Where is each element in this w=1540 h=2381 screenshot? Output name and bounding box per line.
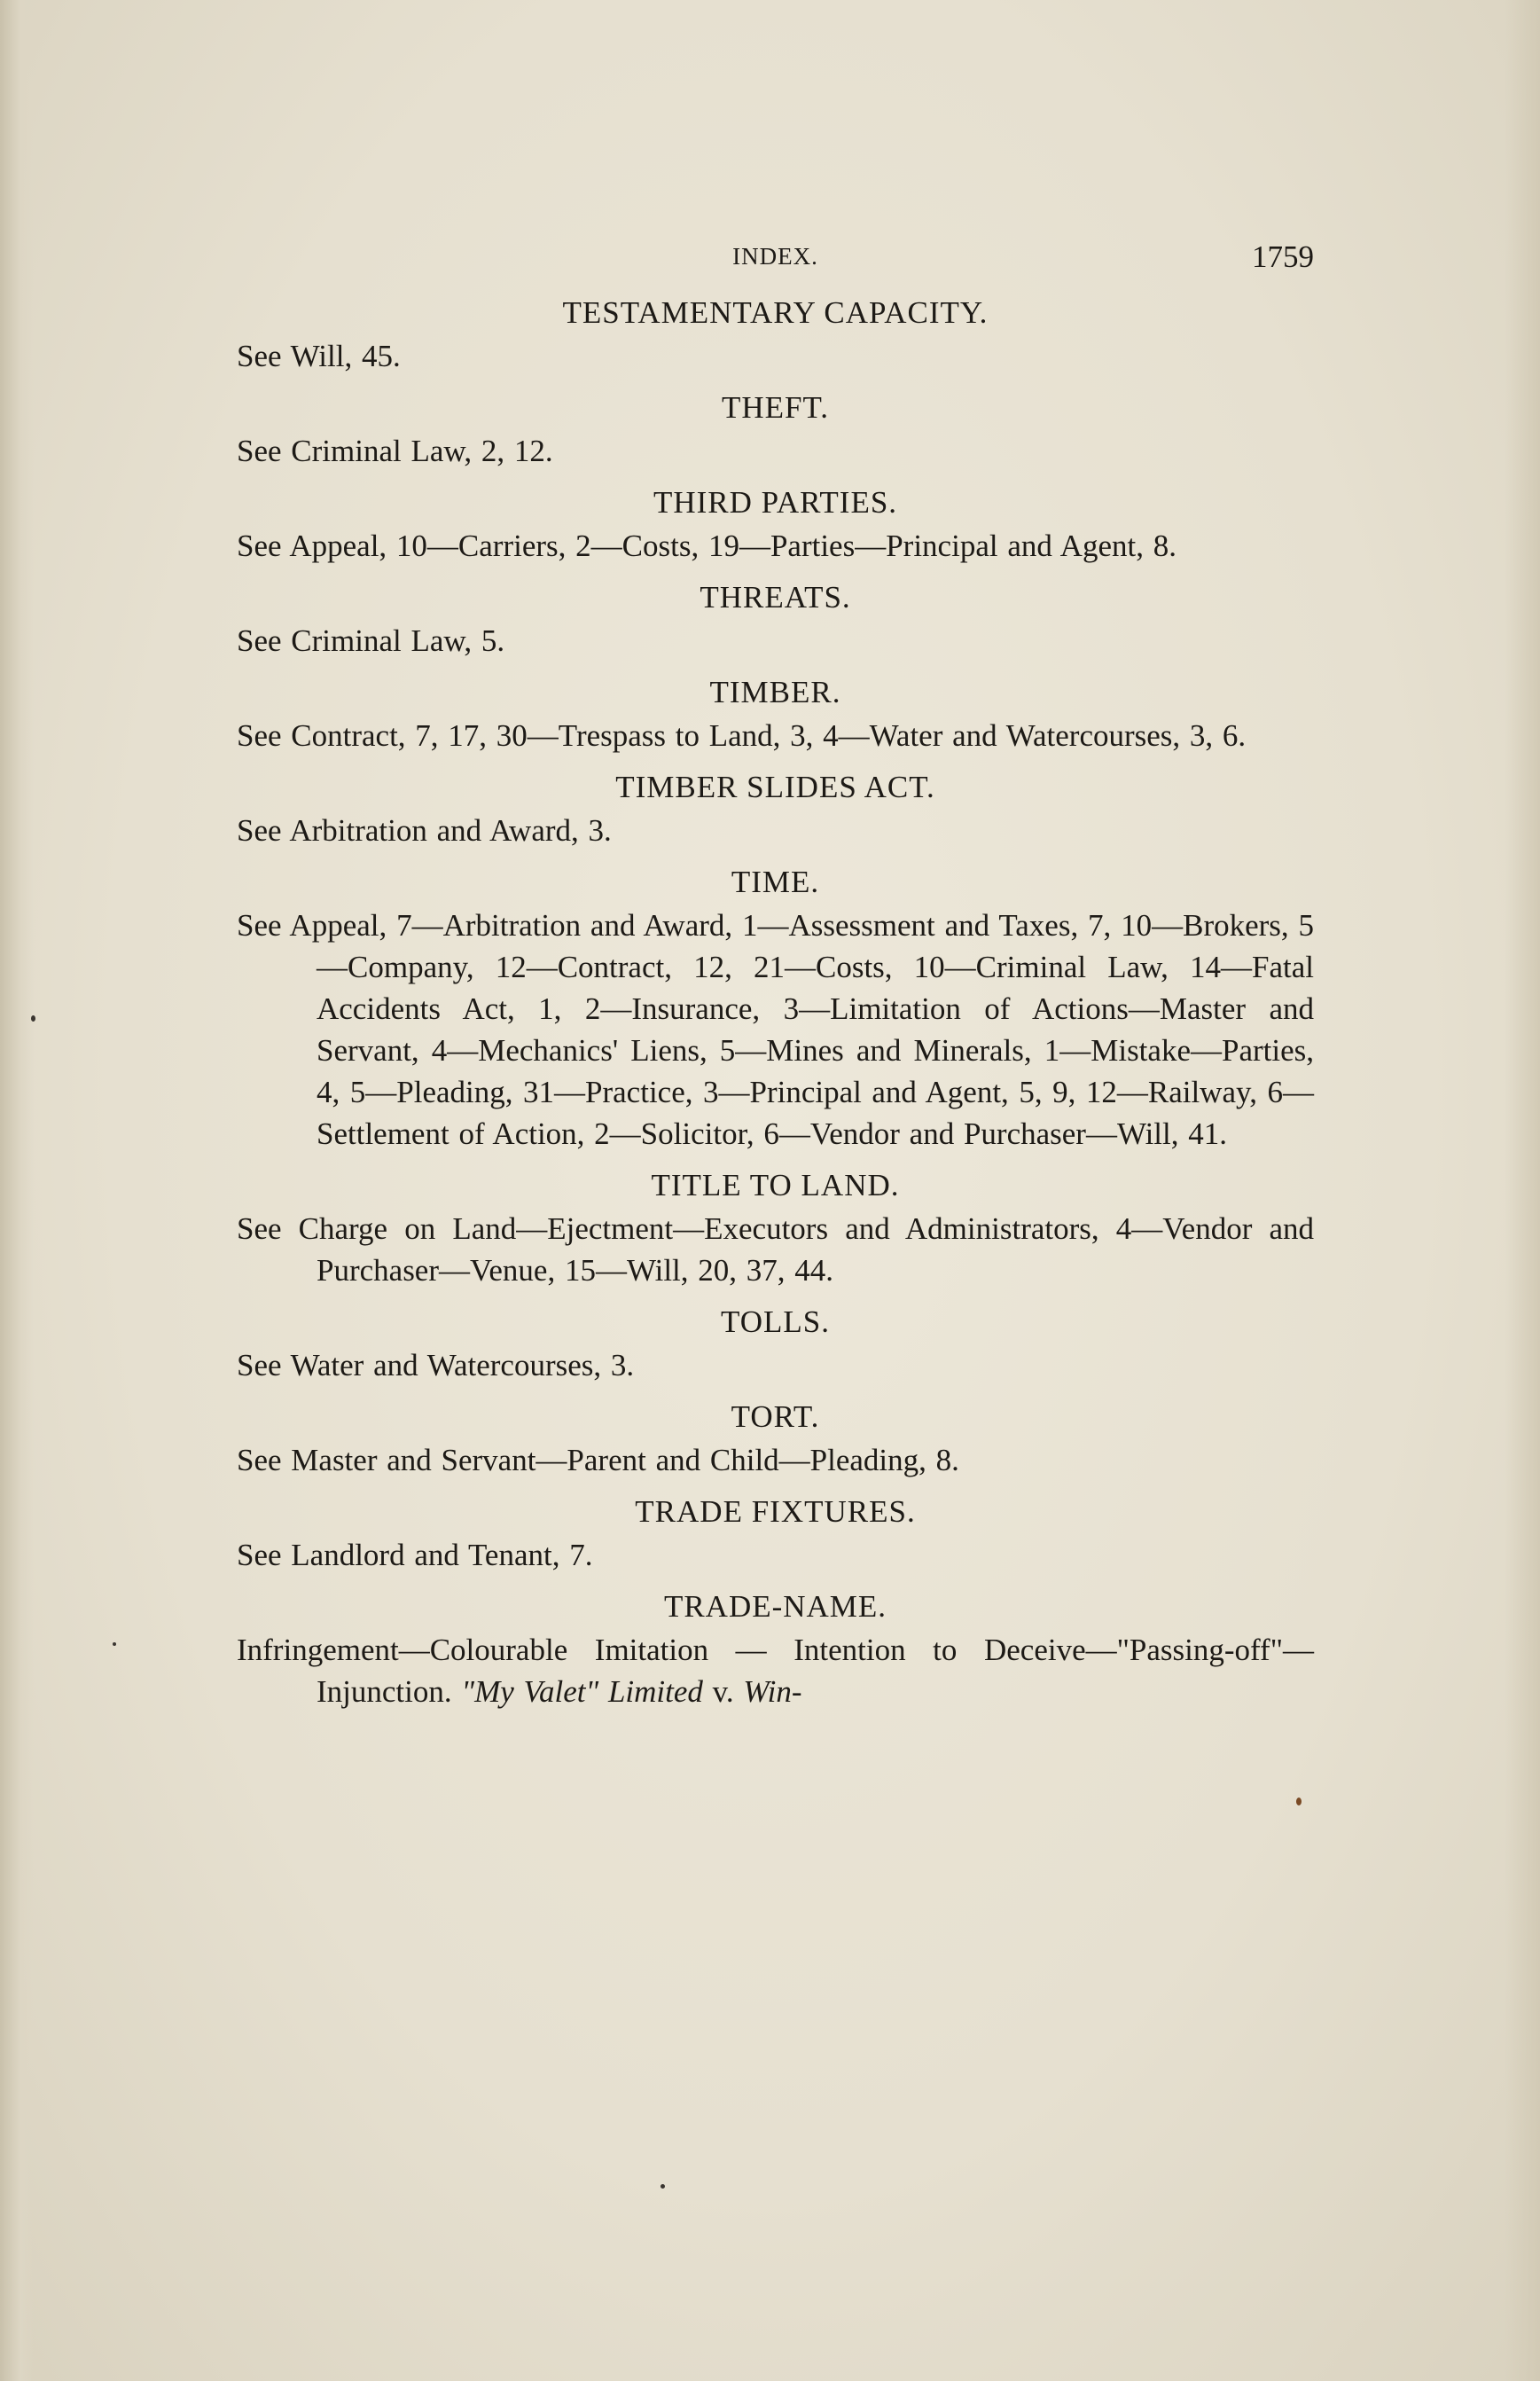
entry-text: See Criminal Law, 2, 12. bbox=[237, 434, 553, 468]
index-column bbox=[237, 239, 1314, 1723]
entry-heading: THEFT. bbox=[721, 390, 830, 425]
entry-heading: TRADE-NAME. bbox=[663, 1589, 887, 1624]
index-entry bbox=[237, 1165, 1314, 1291]
index-entry bbox=[237, 862, 1314, 1155]
page-number: 1759 bbox=[1252, 239, 1314, 274]
ink-speck bbox=[31, 1015, 35, 1022]
index-entry bbox=[237, 388, 1314, 472]
ink-speck bbox=[661, 2184, 665, 2189]
page-right-edge bbox=[1505, 0, 1540, 2381]
index-entry bbox=[237, 1492, 1314, 1576]
index-entry bbox=[237, 672, 1314, 756]
running-head bbox=[237, 239, 1314, 284]
index-entry bbox=[237, 1302, 1314, 1386]
ink-speck bbox=[1296, 1797, 1302, 1805]
index-entry bbox=[237, 293, 1314, 377]
entry-heading: THREATS. bbox=[700, 580, 851, 615]
entry-heading: TOLLS. bbox=[721, 1304, 830, 1339]
entry-heading: TRADE FIXTURES. bbox=[635, 1494, 916, 1529]
entry-text: See Landlord and Tenant, 7. bbox=[237, 1538, 593, 1572]
entry-text bbox=[237, 1629, 1314, 1712]
entry-heading: TIMBER SLIDES ACT. bbox=[615, 770, 935, 804]
entry-text: See Water and Watercourses, 3. bbox=[237, 1348, 635, 1382]
index-entry-trade-name bbox=[237, 1586, 1314, 1712]
entry-text: See Master and Servant—Parent and Child—Pleading, 8. bbox=[237, 1443, 959, 1477]
entry-text: See Charge on Land—Ejectment—Executors and Administrators, 4—Vendor and Purchaser—Venue, 15—Will, 20, 37, 44. bbox=[237, 1211, 1314, 1288]
index-entry bbox=[237, 577, 1314, 662]
running-head-title: INDEX. bbox=[732, 243, 818, 270]
entry-text: See Contract, 7, 17, 30—Trespass to Land, 3, 4—Water and Watercourses, 3, 6. bbox=[237, 718, 1247, 753]
entry-heading: TIME. bbox=[731, 865, 820, 899]
versus-text: v. bbox=[702, 1674, 744, 1709]
index-entry bbox=[237, 482, 1314, 567]
entry-text: See Will, 45. bbox=[237, 339, 401, 373]
entry-text: See Appeal, 10—Carriers, 2—Costs, 19—Parties—Principal and Agent, 8. bbox=[237, 529, 1176, 563]
entry-heading: TITLE TO LAND. bbox=[651, 1168, 900, 1202]
entry-heading: THIRD PARTIES. bbox=[653, 485, 898, 520]
entry-text: See Arbitration and Award, 3. bbox=[237, 813, 612, 848]
entry-text: See Criminal Law, 5. bbox=[237, 623, 505, 658]
entry-heading: TIMBER. bbox=[709, 675, 841, 709]
index-entry bbox=[237, 1397, 1314, 1481]
index-entry bbox=[237, 767, 1314, 851]
entry-text-roman: Infringement—Colourable Imitation — Intention to Deceive—"Passing-off"—Injunction. bbox=[237, 1633, 1314, 1709]
entry-heading: TORT. bbox=[731, 1399, 820, 1434]
page-left-edge bbox=[0, 0, 34, 2381]
entry-text: See Appeal, 7—Arbitration and Award, 1—Assessment and Taxes, 7, 10—Brokers, 5—Company, 12—Contract, 12, 21—Costs, 10—Criminal Law, 14—Fatal Accidents Act, 1, 2—Insurance, 3—Limitation of Actions—Master and Servant, 4—Mechanics' Liens, 5—Mines and Minerals, 1—Mistake—Parties, 4, 5—Pleading, 31—Practice, 3—Principal and Agent, 5, 9, 12—Railway, 6—Settlement of Action, 2—Solicitor, 6—Vendor and Purchaser—Will, 41. bbox=[237, 908, 1314, 1151]
case-name: "My Valet" Limited bbox=[461, 1674, 703, 1709]
case-party: Win- bbox=[743, 1674, 802, 1709]
ink-speck bbox=[113, 1642, 116, 1646]
entry-heading: TESTAMENTARY CAPACITY. bbox=[562, 295, 989, 330]
